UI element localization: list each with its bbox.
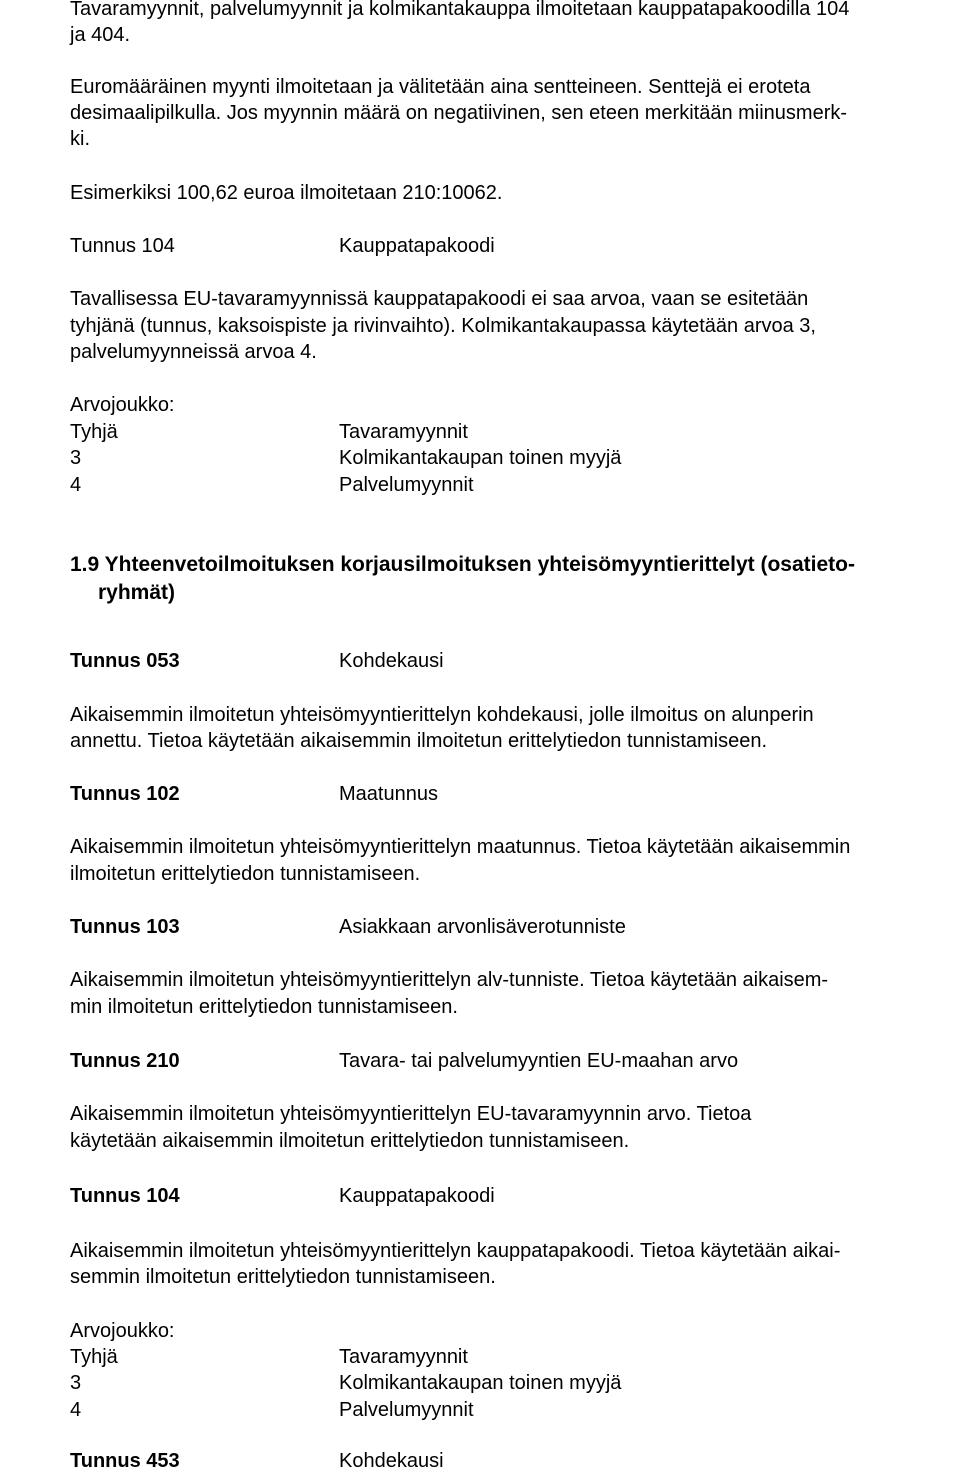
value-code: Tyhjä: [70, 421, 118, 443]
field-description: tyhjänä (tunnus, kaksoispiste ja rivinvaihto). Kolmikantakaupassa käytetään arvoa 3,: [70, 315, 816, 337]
intro-line: ki.: [70, 128, 90, 150]
value-code: 3: [70, 447, 82, 469]
intro-line: Tavaramyynnit, palvelumyynnit ja kolmikantakauppa ilmoitetaan kauppatapakoodilla 104: [70, 0, 850, 20]
value-label: Tavaramyynnit: [339, 421, 468, 443]
value-label: Kolmikantakaupan toinen myyjä: [339, 447, 622, 469]
field-name: Maatunnus: [339, 783, 438, 805]
field-name: Kauppatapakoodi: [339, 1185, 495, 1207]
field-description: semmin ilmoitetun erittelytiedon tunnistamiseen.: [70, 1266, 496, 1288]
field-id: Tunnus 053: [70, 650, 180, 672]
intro-line: ja 404.: [70, 24, 131, 46]
value-label: Palvelumyynnit: [339, 474, 474, 496]
field-description: palvelumyynneissä arvoa 4.: [70, 341, 317, 363]
field-id: Tunnus 210: [70, 1050, 180, 1072]
value-label: Kolmikantakaupan toinen myyjä: [339, 1372, 622, 1394]
field-description: Tavallisessa EU-tavaramyynnissä kauppatapakoodi ei saa arvoa, vaan se esitetään: [70, 288, 809, 310]
values-title: Arvojoukko:: [70, 1320, 175, 1342]
field-name: Tavara- tai palvelumyyntien EU-maahan arvo: [339, 1050, 739, 1072]
field-name: Asiakkaan arvonlisäverotunniste: [339, 916, 626, 938]
value-label: Palvelumyynnit: [339, 1399, 474, 1421]
intro-line: Euromääräinen myynti ilmoitetaan ja välitetään aina sentteineen. Senttejä ei eroteta: [70, 76, 811, 98]
field-description: Aikaisemmin ilmoitetun yhteisömyyntierittelyn EU-tavaramyynnin arvo. Tietoa: [70, 1103, 752, 1125]
field-id: Tunnus 104: [70, 235, 175, 257]
values-title: Arvojoukko:: [70, 394, 175, 416]
field-id: Tunnus 102: [70, 783, 180, 805]
field-description: Aikaisemmin ilmoitetun yhteisömyyntierittelyn kohdekausi, jolle ilmoitus on alunperin: [70, 704, 814, 726]
value-code: 3: [70, 1372, 82, 1394]
field-name: Kohdekausi: [339, 1450, 444, 1472]
intro-example: Esimerkiksi 100,62 euroa ilmoitetaan 210:10062.: [70, 182, 503, 204]
value-code: 4: [70, 1399, 82, 1421]
field-id: Tunnus 104: [70, 1185, 180, 1207]
intro-line: desimaalipilkulla. Jos myynnin määrä on negatiivinen, sen eteen merkitään miinusmerk-: [70, 102, 848, 124]
field-name: Kauppatapakoodi: [339, 235, 495, 257]
value-code: Tyhjä: [70, 1346, 118, 1368]
field-description: Aikaisemmin ilmoitetun yhteisömyyntierittelyn alv-tunniste. Tietoa käytetään aikaisem-: [70, 969, 829, 991]
value-label: Tavaramyynnit: [339, 1346, 468, 1368]
section-heading: ryhmät): [98, 581, 176, 604]
value-code: 4: [70, 474, 82, 496]
field-description: ilmoitetun erittelytiedon tunnistamiseen.: [70, 863, 421, 885]
field-description: min ilmoitetun erittelytiedon tunnistamiseen.: [70, 996, 458, 1018]
field-description: annettu. Tietoa käytetään aikaisemmin ilmoitetun erittelytiedon tunnistamiseen.: [70, 730, 768, 752]
field-description: Aikaisemmin ilmoitetun yhteisömyyntierittelyn maatunnus. Tietoa käytetään aikaisemmin: [70, 836, 851, 858]
section-heading: 1.9 Yhteenvetoilmoituksen korjausilmoituksen yhteisömyyntierittelyt (osatieto-: [70, 553, 855, 576]
field-description: Aikaisemmin ilmoitetun yhteisömyyntierittelyn kauppatapakoodi. Tietoa käytetään aikai-: [70, 1240, 841, 1262]
field-name: Kohdekausi: [339, 650, 444, 672]
field-id: Tunnus 453: [70, 1450, 180, 1472]
field-id: Tunnus 103: [70, 916, 180, 938]
field-description: käytetään aikaisemmin ilmoitetun erittelytiedon tunnistamiseen.: [70, 1130, 630, 1152]
